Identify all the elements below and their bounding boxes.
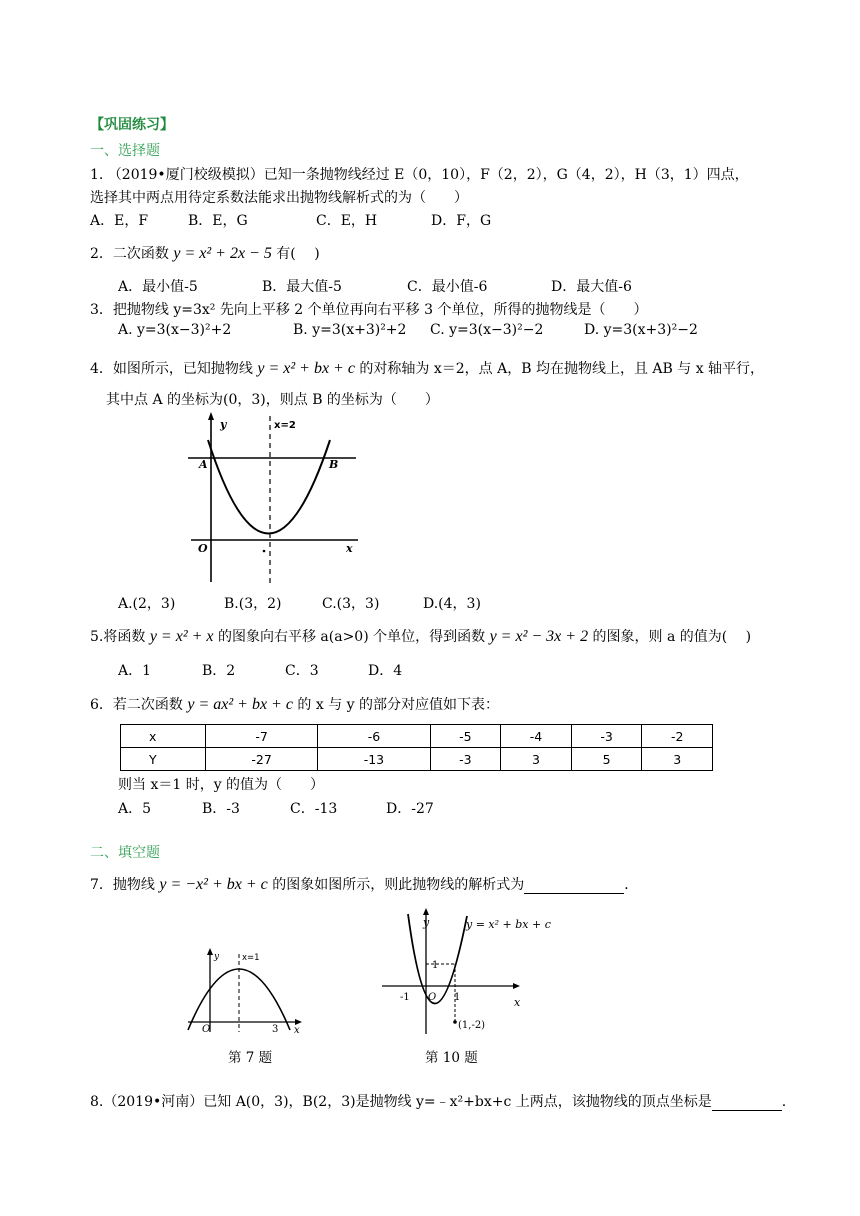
q10-figure xyxy=(380,906,570,1036)
table-cell: -4 xyxy=(501,725,572,748)
q8-stem xyxy=(90,1091,786,1111)
q8-end: . xyxy=(781,1094,787,1110)
q4-option-c: C.(3，3) xyxy=(322,596,380,612)
q4-label-b: B xyxy=(329,458,339,471)
q3-stem: 3．把抛物线 y=3x² 先向上平移 2 个单位再向右平移 3 个单位，所得的抛物线是（ ） xyxy=(90,302,648,318)
q4-option-a: A.(2，3) xyxy=(118,596,176,612)
q7-label-o: O xyxy=(202,1024,211,1034)
q6-option-b: B．-3 xyxy=(202,801,240,817)
q4-prefix: 4．如图所示，已知抛物线 xyxy=(90,361,258,377)
q7-figure-caption: 第 7 题 xyxy=(228,1050,273,1066)
q3-option-a: A. y=3(x−3)²+2 xyxy=(118,322,232,338)
q6-prefix: 6．若二次函数 xyxy=(90,697,188,713)
section-title: 【巩固练习】 xyxy=(90,117,174,133)
q4-label-y: y xyxy=(220,418,227,431)
table-row xyxy=(121,725,713,748)
q4-formula: y = x² + bx + c xyxy=(257,360,355,377)
q2-option-a: A．最小值-5 xyxy=(118,279,198,295)
table-cell: Y xyxy=(121,748,206,771)
table-cell: 3 xyxy=(642,748,713,771)
q10-label-eq: y = x² + bx + c xyxy=(466,918,551,931)
q10-label-one-y: 1 xyxy=(432,960,439,971)
table-cell: x xyxy=(121,725,206,748)
q10-point xyxy=(453,1020,457,1024)
table-cell: -27 xyxy=(206,748,318,771)
q6-suffix: 的 x 与 y 的部分对应值如下表： xyxy=(292,697,500,713)
table-cell: -6 xyxy=(318,725,430,748)
q3-option-b: B. y=3(x+3)²+2 xyxy=(293,322,407,338)
table-cell: -2 xyxy=(642,725,713,748)
q6-option-d: D．-27 xyxy=(386,801,434,817)
q7-formula: y = −x² + bx + c xyxy=(159,876,268,893)
table-cell: -7 xyxy=(206,725,318,748)
table-cell: -5 xyxy=(430,725,501,748)
q10-parabola-curve xyxy=(408,914,467,1004)
q4-dot xyxy=(263,550,266,553)
q4-line2: 其中点 A 的坐标为(0，3)，则点 B 的坐标为（ ） xyxy=(106,392,439,408)
table-cell: 3 xyxy=(501,748,572,771)
q7-figure xyxy=(186,948,306,1034)
q7-answer-blank[interactable] xyxy=(524,877,624,894)
table-cell: -13 xyxy=(318,748,430,771)
q7-label-axis: x=1 xyxy=(242,953,260,963)
q2-prefix: 2．二次函数 xyxy=(90,246,174,262)
q5-middle: 的图象向右平移 a(a>0) 个单位，得到函数 xyxy=(213,629,490,645)
q5-prefix: 5.将函数 xyxy=(90,629,150,645)
q5-option-a: A．1 xyxy=(118,663,152,679)
q10-figure-caption: 第 10 题 xyxy=(425,1050,478,1066)
q1-line1: 1. （2019•厦门校级模拟）已知一条抛物线经过 E（0，10），F（2，2），G（4，2），H（3，1）四点， xyxy=(90,167,749,183)
q3-option-c: C. y=3(x−3)²−2 xyxy=(430,322,544,338)
q10-label-one-x: 1 xyxy=(454,992,461,1003)
table-cell: 5 xyxy=(571,748,642,771)
q4-parabola-curve xyxy=(208,440,330,534)
q7-y-arrow-icon xyxy=(207,948,213,955)
q8-text: 8.（2019•河南）已知 A(0，3)，B(2，3)是抛物线 y=﹣x²+bx+c 上两点，该抛物线的顶点坐标是 xyxy=(90,1094,712,1110)
q5-suffix: 的图象，则 a 的值为( ) xyxy=(588,629,752,645)
q10-label-point: (1,-2) xyxy=(458,1020,486,1031)
q7-suffix: 的图象如图所示，则此抛物线的解析式为 xyxy=(267,877,525,893)
q5-option-b: B．2 xyxy=(202,663,236,679)
q1-option-a: A．E，F xyxy=(90,213,149,229)
q4-label-axis: x=2 xyxy=(274,420,296,431)
q1-option-d: D．F，G xyxy=(431,213,492,229)
table-cell: -3 xyxy=(430,748,501,771)
q7-label-y: y xyxy=(214,952,220,962)
q10-label-x: x xyxy=(514,996,521,1009)
q10-y-arrow-icon xyxy=(423,908,429,915)
q4-suffix: 的对称轴为 x＝2，点 A，B 均在抛物线上，且 AB 与 x 轴平行， xyxy=(354,361,765,377)
q4-label-a: A xyxy=(199,458,208,471)
q7-label-three: 3 xyxy=(272,1024,279,1034)
q5-stem xyxy=(90,626,751,646)
q5-option-c: C．3 xyxy=(285,663,319,679)
q4-parabola-figure xyxy=(186,412,366,584)
q2-option-c: C．最小值-6 xyxy=(407,279,488,295)
q2-formula: y = x² + 2x − 5 xyxy=(173,245,272,262)
q4-label-o: O xyxy=(198,542,208,555)
q6-option-c: C．-13 xyxy=(290,801,338,817)
section-heading-fill: 二、填空题 xyxy=(90,845,160,861)
q8-answer-blank[interactable] xyxy=(712,1094,782,1111)
q1-line2: 选择其中两点用待定系数法能求出抛物线解析式的为（ ） xyxy=(90,190,468,206)
q4-y-arrow-icon xyxy=(208,412,214,420)
q2-option-d: D．最大值-6 xyxy=(551,279,632,295)
section-heading-choice: 一、选择题 xyxy=(90,143,160,159)
q1-option-c: C．E，H xyxy=(316,213,378,229)
q1-option-b: B．E，G xyxy=(188,213,248,229)
q6-stem xyxy=(90,694,499,714)
q7-prefix: 7．抛物线 xyxy=(90,877,160,893)
q4-option-d: D.(4，3) xyxy=(423,596,481,612)
q2-stem xyxy=(90,243,320,263)
q7-stem xyxy=(90,874,638,894)
q10-x-arrow-icon xyxy=(513,983,520,989)
q2-suffix: 有( ) xyxy=(271,246,320,262)
q3-option-d: D. y=3(x+3)²−2 xyxy=(584,322,698,338)
q5-formula1: y = x² + x xyxy=(149,628,214,645)
q7-label-x: x xyxy=(294,1025,300,1034)
q7-end: ． xyxy=(624,877,639,893)
q10-label-neg1: -1 xyxy=(400,992,410,1003)
q5-option-d: D．4 xyxy=(368,663,403,679)
q4-option-b: B.(3，2) xyxy=(224,596,282,612)
q4-label-x: x xyxy=(346,542,353,555)
q10-label-o: O xyxy=(428,992,437,1003)
q6-value-table xyxy=(120,724,713,771)
table-row xyxy=(121,748,713,771)
q6-option-a: A．5 xyxy=(118,801,152,817)
q4-stem xyxy=(90,358,764,378)
table-cell: -3 xyxy=(571,725,642,748)
q6-line2: 则当 x＝1 时，y 的值为（ ） xyxy=(118,777,325,793)
q2-option-b: B．最大值-5 xyxy=(262,279,342,295)
q6-formula: y = ax² + bx + c xyxy=(187,696,293,713)
q5-formula2: y = x² − 3x + 2 xyxy=(489,628,589,645)
q10-label-y: y xyxy=(423,916,430,929)
